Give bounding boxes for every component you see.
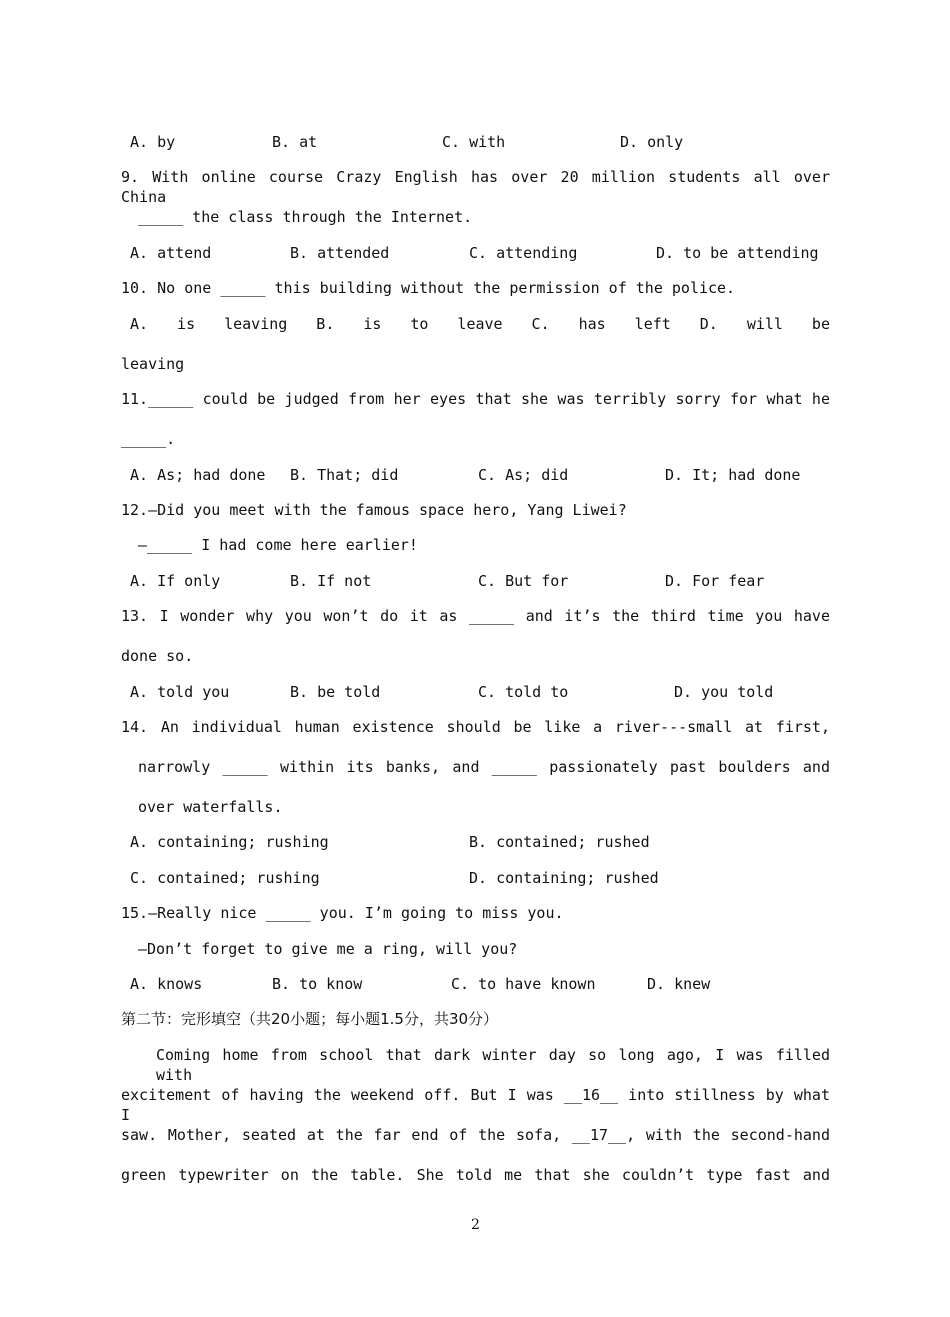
q8-option-a: A. by [130,133,176,151]
passage-line-1: Coming home from school that dark winter day so long ago, I was filled with [156,1046,830,1084]
q12-option-c: C. But for [478,572,569,590]
q14-option-c: C. contained; rushing [130,869,320,887]
q12-option-a: A. If only [130,572,221,590]
q11-stem-line2: _____. [121,430,176,448]
q14-stem-line1: 14. An individual human existence should be like a river---small at first, [121,718,830,736]
q9-option-b: B. attended [290,244,390,262]
q9-option-a: A. attend [130,244,212,262]
q13-option-a: A. told you [130,683,230,701]
q8-option-b: B. at [272,133,318,151]
q12-stem-line1: 12.—Did you meet with the famous space hero, Yang Liwei? [121,501,627,519]
q12-option-b: B. If not [290,572,372,590]
q14-option-b: B. contained; rushed [469,833,650,851]
q12-option-d: D. For fear [665,572,765,590]
q15-stem-line1: 15.—Really nice _____ you. I’m going to miss you. [121,904,564,922]
q15-option-c: C. to have known [451,975,596,993]
q13-option-c: C. told to [478,683,569,701]
q13-stem-line1: 13. I wonder why you won’t do it as _____ and it’s the third time you have [121,607,830,625]
q14-option-a: A. containing; rushing [130,833,329,851]
q13-option-b: B. be told [290,683,381,701]
q15-option-d: D. knew [647,975,711,993]
q10-options-line: A. is leaving B. is to leave C. has left D. will be [130,315,830,333]
q10-options-continued: leaving [121,355,185,373]
q14-option-d: D. containing; rushed [469,869,659,887]
q9-stem-line2: _____ the class through the Internet. [138,208,473,226]
q9-option-d: D. to be attending [656,244,819,262]
q10-stem: 10. No one _____ this building without the permission of the police. [121,279,736,297]
q11-option-a: A. As; had done [130,466,266,484]
q13-option-d: D. you told [674,683,774,701]
passage-line-2: excitement of having the weekend off. But I was __16__ into stillness by what I [121,1086,830,1124]
q14-stem-line3: over waterfalls. [138,798,283,816]
page-number: 2 [471,1217,480,1233]
passage-line-3: saw. Mother, seated at the far end of the sofa, __17__, with the second-hand [121,1126,830,1144]
q8-option-d: D. only [620,133,684,151]
q9-option-c: C. attending [469,244,578,262]
q14-stem-line2: narrowly _____ within its banks, and _____ passionately past boulders and [138,758,830,776]
q11-stem-line1: 11._____ could be judged from her eyes that she was terribly sorry for what he [121,390,830,408]
passage-line-4: green typewriter on the table. She told me that she couldn’t type fast and [121,1166,830,1184]
q12-stem-line2: —_____ I had come here earlier! [138,536,418,554]
q8-option-c: C. with [442,133,506,151]
section2-heading: 第二节：完形填空（共20小题；每小题1.5分，共30分） [121,1010,499,1028]
q11-option-b: B. That; did [290,466,399,484]
q13-stem-line2: done so. [121,647,194,665]
q9-stem-line1: 9. With online course Crazy English has over 20 million students all over China [121,168,830,206]
q11-option-c: C. As; did [478,466,569,484]
q15-option-a: A. knows [130,975,203,993]
q11-option-d: D. It; had done [665,466,801,484]
q15-stem-line2: —Don’t forget to give me a ring, will you? [138,940,518,958]
q15-option-b: B. to know [272,975,363,993]
